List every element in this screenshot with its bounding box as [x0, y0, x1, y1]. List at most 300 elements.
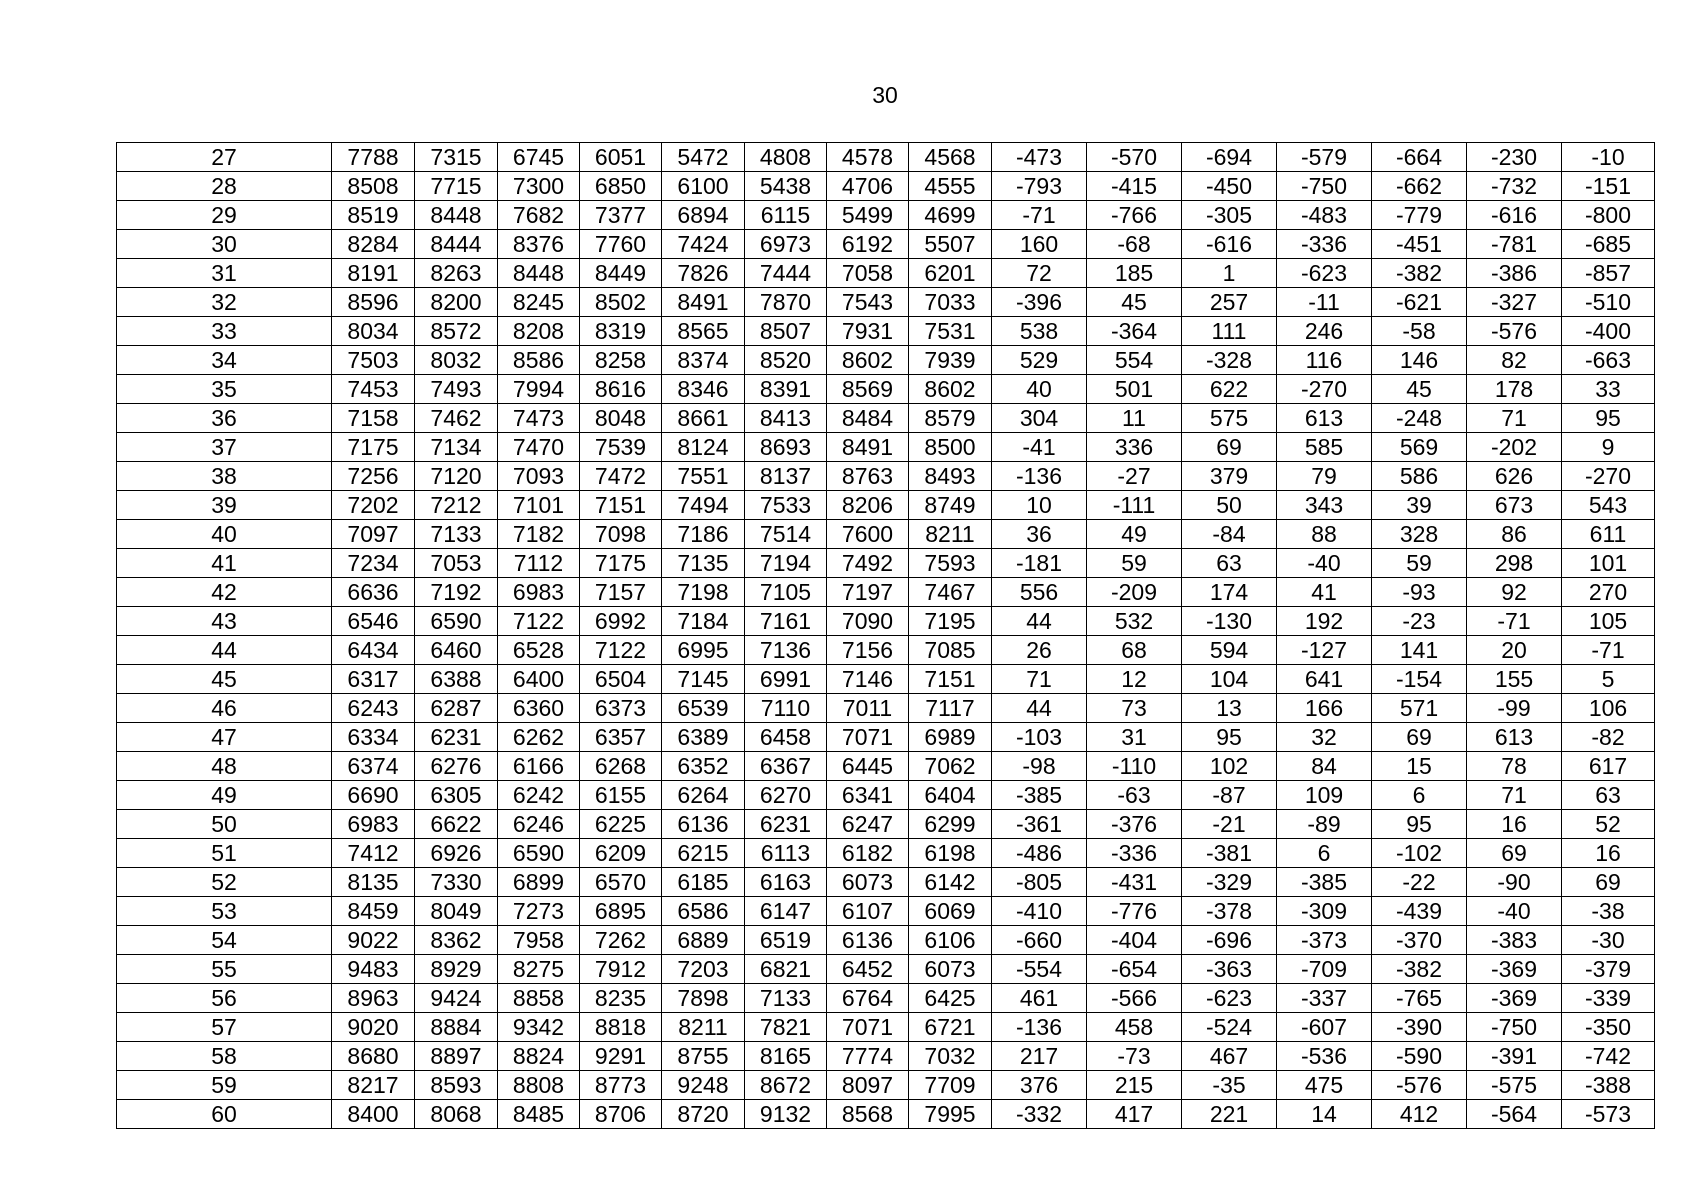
table-cell: 6764 — [827, 984, 909, 1013]
table-cell: 6425 — [909, 984, 992, 1013]
table-cell: 8391 — [745, 375, 827, 404]
table-cell: 4568 — [909, 143, 992, 172]
table-cell: 6231 — [415, 723, 498, 752]
table-cell: 9248 — [662, 1071, 745, 1100]
table-cell: -339 — [1562, 984, 1655, 1013]
row-index-cell: 46 — [117, 694, 332, 723]
table-cell: -89 — [1277, 810, 1372, 839]
table-cell: 36 — [992, 520, 1087, 549]
table-cell: 8706 — [580, 1100, 662, 1129]
table-cell: 7053 — [415, 549, 498, 578]
table-cell: 6889 — [662, 926, 745, 955]
table-cell: 6434 — [332, 636, 415, 665]
table-cell: -127 — [1277, 636, 1372, 665]
table-cell: 8413 — [745, 404, 827, 433]
table-cell: 6268 — [580, 752, 662, 781]
table-cell: -554 — [992, 955, 1087, 984]
row-index-cell: 57 — [117, 1013, 332, 1042]
table-cell: 7032 — [909, 1042, 992, 1071]
row-index-cell: 56 — [117, 984, 332, 1013]
table-cell: 7939 — [909, 346, 992, 375]
table-cell: 336 — [1087, 433, 1182, 462]
table-cell: 44 — [992, 607, 1087, 636]
table-cell: 8097 — [827, 1071, 909, 1100]
table-cell: 8034 — [332, 317, 415, 346]
table-cell: 14 — [1277, 1100, 1372, 1129]
row-index-cell: 39 — [117, 491, 332, 520]
table-cell: -27 — [1087, 462, 1182, 491]
table-cell: 6546 — [332, 607, 415, 636]
table-cell: 6570 — [580, 868, 662, 897]
page-number: 30 — [872, 82, 898, 108]
table-cell: 8720 — [662, 1100, 745, 1129]
table-cell: 7117 — [909, 694, 992, 723]
table-cell: -270 — [1562, 462, 1655, 491]
table-cell: -369 — [1467, 984, 1562, 1013]
table-cell: 6142 — [909, 868, 992, 897]
table-cell: -87 — [1182, 781, 1277, 810]
table-cell: -35 — [1182, 1071, 1277, 1100]
table-cell: 6445 — [827, 752, 909, 781]
table-cell: 7931 — [827, 317, 909, 346]
table-cell: 84 — [1277, 752, 1372, 781]
row-index-cell: 40 — [117, 520, 332, 549]
table-cell: -73 — [1087, 1042, 1182, 1071]
table-cell: -71 — [992, 201, 1087, 230]
row-index-cell: 60 — [117, 1100, 332, 1129]
table-cell: 8485 — [498, 1100, 580, 1129]
table-cell: 192 — [1277, 607, 1372, 636]
table-cell: -370 — [1372, 926, 1467, 955]
table-cell: 68 — [1087, 636, 1182, 665]
table-cell: 45 — [1087, 288, 1182, 317]
table-cell: 50 — [1182, 491, 1277, 520]
table-cell: 6590 — [415, 607, 498, 636]
table-cell: -386 — [1467, 259, 1562, 288]
table-cell: 49 — [1087, 520, 1182, 549]
table-cell: -336 — [1087, 839, 1182, 868]
table-cell: 6400 — [498, 665, 580, 694]
table-cell: -383 — [1467, 926, 1562, 955]
row-index-cell: 28 — [117, 172, 332, 201]
table-cell: 185 — [1087, 259, 1182, 288]
row-index-cell: 41 — [117, 549, 332, 578]
table-cell: 63 — [1182, 549, 1277, 578]
table-cell: 8211 — [662, 1013, 745, 1042]
table-cell: -103 — [992, 723, 1087, 752]
table-cell: 6528 — [498, 636, 580, 665]
table-cell: 6590 — [498, 839, 580, 868]
table-cell: 10 — [992, 491, 1087, 520]
table-cell: 9 — [1562, 433, 1655, 462]
data-table — [116, 142, 1655, 1129]
table-cell: 7493 — [415, 375, 498, 404]
table-cell: 622 — [1182, 375, 1277, 404]
table-cell: 8400 — [332, 1100, 415, 1129]
table-cell: 4808 — [745, 143, 827, 172]
table-cell: 6155 — [580, 781, 662, 810]
table-row — [117, 839, 1655, 868]
table-cell: -616 — [1467, 201, 1562, 230]
table-row — [117, 433, 1655, 462]
table-cell: 8568 — [827, 1100, 909, 1129]
table-cell: 6373 — [580, 694, 662, 723]
row-index-cell: 55 — [117, 955, 332, 984]
table-cell: 8049 — [415, 897, 498, 926]
table-cell: 69 — [1467, 839, 1562, 868]
table-cell: 458 — [1087, 1013, 1182, 1042]
table-cell: 6991 — [745, 665, 827, 694]
table-cell: 4699 — [909, 201, 992, 230]
table-cell: 8929 — [415, 955, 498, 984]
row-index-cell: 54 — [117, 926, 332, 955]
row-index-cell: 58 — [117, 1042, 332, 1071]
table-cell: 9424 — [415, 984, 498, 1013]
table-cell: -93 — [1372, 578, 1467, 607]
table-cell: 8884 — [415, 1013, 498, 1042]
table-cell: 15 — [1372, 752, 1467, 781]
table-cell: -385 — [1277, 868, 1372, 897]
row-index-cell: 44 — [117, 636, 332, 665]
table-cell: 9342 — [498, 1013, 580, 1042]
row-index-cell: 52 — [117, 868, 332, 897]
table-cell: -270 — [1277, 375, 1372, 404]
table-cell: 95 — [1182, 723, 1277, 752]
table-cell: 270 — [1562, 578, 1655, 607]
table-cell: -336 — [1277, 230, 1372, 259]
table-cell: -99 — [1467, 694, 1562, 723]
table-cell: 6270 — [745, 781, 827, 810]
table-cell: 7182 — [498, 520, 580, 549]
table-cell: 6341 — [827, 781, 909, 810]
table-cell: 7453 — [332, 375, 415, 404]
table-cell: 6519 — [745, 926, 827, 955]
table-cell: -576 — [1372, 1071, 1467, 1100]
table-cell: 8602 — [909, 375, 992, 404]
table-cell: 69 — [1372, 723, 1467, 752]
table-cell: -793 — [992, 172, 1087, 201]
table-cell: 6586 — [662, 897, 745, 926]
table-cell: 475 — [1277, 1071, 1372, 1100]
table-cell: 7531 — [909, 317, 992, 346]
table-cell: 16 — [1562, 839, 1655, 868]
table-cell: 8258 — [580, 346, 662, 375]
table-cell: 7444 — [745, 259, 827, 288]
table-cell: 31 — [1087, 723, 1182, 752]
table-cell: 8579 — [909, 404, 992, 433]
table-cell: 6276 — [415, 752, 498, 781]
table-cell: 575 — [1182, 404, 1277, 433]
table-cell: 7330 — [415, 868, 498, 897]
table-cell: 594 — [1182, 636, 1277, 665]
table-cell: 8206 — [827, 491, 909, 520]
table-row — [117, 607, 1655, 636]
table-cell: 39 — [1372, 491, 1467, 520]
table-cell: 8068 — [415, 1100, 498, 1129]
table-cell: 6287 — [415, 694, 498, 723]
table-cell: 6182 — [827, 839, 909, 868]
table-cell: 9483 — [332, 955, 415, 984]
table-cell: 6374 — [332, 752, 415, 781]
table-cell: -381 — [1182, 839, 1277, 868]
table-cell: 8449 — [580, 259, 662, 288]
table-cell: 26 — [992, 636, 1087, 665]
table-cell: 7133 — [745, 984, 827, 1013]
table-cell: -400 — [1562, 317, 1655, 346]
table-cell: 6242 — [498, 781, 580, 810]
table-cell: -111 — [1087, 491, 1182, 520]
row-index-cell: 50 — [117, 810, 332, 839]
row-index-cell: 31 — [117, 259, 332, 288]
table-cell: 7256 — [332, 462, 415, 491]
table-cell: 6113 — [745, 839, 827, 868]
table-cell: 9132 — [745, 1100, 827, 1129]
table-cell: 105 — [1562, 607, 1655, 636]
table-cell: 7826 — [662, 259, 745, 288]
table-cell: -82 — [1562, 723, 1655, 752]
table-cell: 6690 — [332, 781, 415, 810]
table-cell: 6721 — [909, 1013, 992, 1042]
table-row — [117, 259, 1655, 288]
table-body — [117, 143, 1655, 1129]
table-cell: 7898 — [662, 984, 745, 1013]
table-cell: -654 — [1087, 955, 1182, 984]
table-cell: 32 — [1277, 723, 1372, 752]
table-cell: 8448 — [415, 201, 498, 230]
table-cell: 6299 — [909, 810, 992, 839]
table-cell: -382 — [1372, 259, 1467, 288]
table-cell: 6163 — [745, 868, 827, 897]
table-cell: -510 — [1562, 288, 1655, 317]
table-cell: -776 — [1087, 897, 1182, 926]
table-cell: 7112 — [498, 549, 580, 578]
table-cell: 6243 — [332, 694, 415, 723]
table-cell: 7212 — [415, 491, 498, 520]
table-row — [117, 926, 1655, 955]
table-cell: 82 — [1467, 346, 1562, 375]
table-cell: 8137 — [745, 462, 827, 491]
table-cell: 7377 — [580, 201, 662, 230]
table-cell: -361 — [992, 810, 1087, 839]
table-cell: -376 — [1087, 810, 1182, 839]
table-cell: 586 — [1372, 462, 1467, 491]
table-cell: 7011 — [827, 694, 909, 723]
table-cell: -564 — [1467, 1100, 1562, 1129]
table-cell: 501 — [1087, 375, 1182, 404]
table-cell: 6069 — [909, 897, 992, 926]
row-index-cell: 30 — [117, 230, 332, 259]
table-cell: -694 — [1182, 143, 1277, 172]
table-cell: 7551 — [662, 462, 745, 491]
table-cell: 6821 — [745, 955, 827, 984]
table-cell: 9020 — [332, 1013, 415, 1042]
table-cell: 6983 — [332, 810, 415, 839]
table-cell: 7533 — [745, 491, 827, 520]
table-cell: -607 — [1277, 1013, 1372, 1042]
row-index-cell: 59 — [117, 1071, 332, 1100]
table-cell: 7709 — [909, 1071, 992, 1100]
table-cell: 6460 — [415, 636, 498, 665]
table-cell: 7134 — [415, 433, 498, 462]
table-cell: 8602 — [827, 346, 909, 375]
table-cell: 529 — [992, 346, 1087, 375]
table-cell: 8593 — [415, 1071, 498, 1100]
row-index-cell: 43 — [117, 607, 332, 636]
table-row — [117, 984, 1655, 1013]
table-cell: 33 — [1562, 375, 1655, 404]
row-index-cell: 33 — [117, 317, 332, 346]
table-row — [117, 520, 1655, 549]
table-cell: 7197 — [827, 578, 909, 607]
table-cell: -623 — [1277, 259, 1372, 288]
table-cell: 7195 — [909, 607, 992, 636]
table-row — [117, 549, 1655, 578]
table-cell: 6995 — [662, 636, 745, 665]
table-cell: 7593 — [909, 549, 992, 578]
table-cell: 7539 — [580, 433, 662, 462]
table-cell: 6 — [1277, 839, 1372, 868]
table-cell: 4578 — [827, 143, 909, 172]
table-cell: 8520 — [745, 346, 827, 375]
table-cell: 6357 — [580, 723, 662, 752]
table-cell: -473 — [992, 143, 1087, 172]
table-cell: -570 — [1087, 143, 1182, 172]
table-row — [117, 230, 1655, 259]
table-cell: 6334 — [332, 723, 415, 752]
table-cell: 8217 — [332, 1071, 415, 1100]
table-cell: 12 — [1087, 665, 1182, 694]
table-cell: -363 — [1182, 955, 1277, 984]
table-cell: 7273 — [498, 897, 580, 926]
table-cell: 376 — [992, 1071, 1087, 1100]
table-cell: 8824 — [498, 1042, 580, 1071]
table-cell: 7122 — [498, 607, 580, 636]
table-cell: 7184 — [662, 607, 745, 636]
table-cell: 8124 — [662, 433, 745, 462]
row-index-cell: 36 — [117, 404, 332, 433]
row-index-cell: 45 — [117, 665, 332, 694]
table-cell: 101 — [1562, 549, 1655, 578]
table-cell: -450 — [1182, 172, 1277, 201]
table-row — [117, 636, 1655, 665]
table-cell: 7175 — [580, 549, 662, 578]
table-cell: 8680 — [332, 1042, 415, 1071]
table-row — [117, 897, 1655, 926]
table-cell: -63 — [1087, 781, 1182, 810]
table-cell: -663 — [1562, 346, 1655, 375]
table-cell: 7514 — [745, 520, 827, 549]
table-cell: 6209 — [580, 839, 662, 868]
table-cell: 8245 — [498, 288, 580, 317]
table-cell: 7202 — [332, 491, 415, 520]
table-cell: 7058 — [827, 259, 909, 288]
table-cell: -742 — [1562, 1042, 1655, 1071]
table-cell: -575 — [1467, 1071, 1562, 1100]
table-cell: -439 — [1372, 897, 1467, 926]
table-cell: 467 — [1182, 1042, 1277, 1071]
table-cell: 6899 — [498, 868, 580, 897]
table-cell: 8755 — [662, 1042, 745, 1071]
table-cell: 7774 — [827, 1042, 909, 1071]
table-row — [117, 578, 1655, 607]
table-cell: 7424 — [662, 230, 745, 259]
table-cell: 7788 — [332, 143, 415, 172]
table-cell: -230 — [1467, 143, 1562, 172]
table-cell: 8519 — [332, 201, 415, 230]
table-cell: 95 — [1562, 404, 1655, 433]
table-cell: 6389 — [662, 723, 745, 752]
table-cell: 412 — [1372, 1100, 1467, 1129]
table-cell: -685 — [1562, 230, 1655, 259]
table-cell: 8508 — [332, 172, 415, 201]
table-row — [117, 491, 1655, 520]
table-row — [117, 723, 1655, 752]
table-cell: 6166 — [498, 752, 580, 781]
table-cell: 6745 — [498, 143, 580, 172]
table-cell: 5 — [1562, 665, 1655, 694]
table-cell: 7151 — [909, 665, 992, 694]
table-cell: -369 — [1467, 955, 1562, 984]
table-cell: -71 — [1467, 607, 1562, 636]
table-cell: 304 — [992, 404, 1087, 433]
table-row — [117, 1100, 1655, 1129]
table-row — [117, 172, 1655, 201]
row-index-cell: 29 — [117, 201, 332, 230]
table-cell: 8346 — [662, 375, 745, 404]
table-cell: -766 — [1087, 201, 1182, 230]
table-row — [117, 317, 1655, 346]
table-cell: 63 — [1562, 781, 1655, 810]
table-cell: -328 — [1182, 346, 1277, 375]
table-cell: -40 — [1467, 897, 1562, 926]
table-cell: 6262 — [498, 723, 580, 752]
table-cell: 52 — [1562, 810, 1655, 839]
table-cell: 7300 — [498, 172, 580, 201]
table-cell: 8565 — [662, 317, 745, 346]
table-cell: 217 — [992, 1042, 1087, 1071]
table-cell: -329 — [1182, 868, 1277, 897]
table-cell: 166 — [1277, 694, 1372, 723]
table-cell: 69 — [1182, 433, 1277, 462]
table-cell: 343 — [1277, 491, 1372, 520]
row-index-cell: 49 — [117, 781, 332, 810]
table-cell: 6051 — [580, 143, 662, 172]
table-cell: 585 — [1277, 433, 1372, 462]
table-cell: -136 — [992, 1013, 1087, 1042]
table-cell: 8235 — [580, 984, 662, 1013]
table-cell: 8818 — [580, 1013, 662, 1042]
table-cell: 673 — [1467, 491, 1562, 520]
table-cell: 8208 — [498, 317, 580, 346]
table-cell: 5507 — [909, 230, 992, 259]
row-index-cell: 38 — [117, 462, 332, 491]
table-cell: 104 — [1182, 665, 1277, 694]
table-cell: 8459 — [332, 897, 415, 926]
table-cell: -779 — [1372, 201, 1467, 230]
table-cell: 6192 — [827, 230, 909, 259]
table-cell: 641 — [1277, 665, 1372, 694]
table-cell: -431 — [1087, 868, 1182, 897]
table-cell: 7105 — [745, 578, 827, 607]
table-cell: 7145 — [662, 665, 745, 694]
table-cell: 7870 — [745, 288, 827, 317]
table-row — [117, 201, 1655, 230]
table-cell: -590 — [1372, 1042, 1467, 1071]
table-cell: 8569 — [827, 375, 909, 404]
table-cell: 7203 — [662, 955, 745, 984]
table-cell: 45 — [1372, 375, 1467, 404]
table-cell: 8749 — [909, 491, 992, 520]
